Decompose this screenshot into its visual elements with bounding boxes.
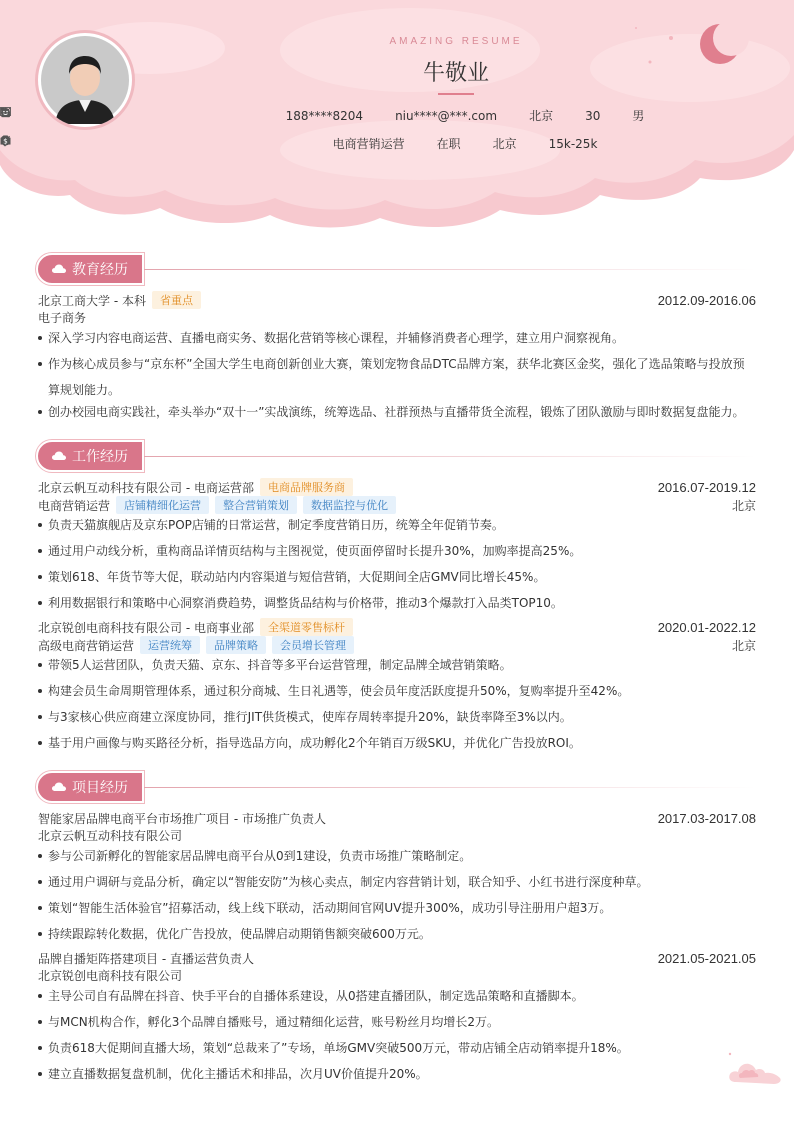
section-work (36, 440, 756, 472)
cloud-icon (52, 779, 66, 795)
job-header-row (38, 618, 756, 636)
company-name: 北京锐创电商科技有限公司 - 电商事业部 (38, 620, 254, 635)
cloud-decoration-icon (726, 1052, 784, 1086)
cloud-icon (52, 261, 66, 277)
resume-tagline: AMAZING RESUME (389, 36, 523, 47)
city-info (511, 107, 553, 124)
gender-info (614, 107, 644, 124)
company-tag: 全渠道零售标杆 (260, 618, 353, 636)
list-item: 负责618大促期间直播大场，策划“总裁来了”专场，单场GMV突破500万元，带动店铺全店动销率提升18%。 (38, 1035, 756, 1061)
job-role: 高级电商营销运营 (38, 638, 135, 653)
project-title: 品牌自播矩阵搭建项目 - 直播运营负责人 (38, 951, 254, 966)
section-title: 项目经历 (72, 780, 128, 796)
section-projects (36, 771, 756, 803)
skill-tag: 会员增长管理 (272, 636, 354, 654)
gender-icon (614, 110, 626, 122)
list-item: 策划“智能生活体验官”招募活动，线上线下联动，活动期间官网UV提升300%，成功引导注册用户超3万。 (38, 895, 756, 921)
job-header-row (38, 478, 756, 496)
skill-tag: 运营统筹 (140, 636, 200, 654)
age-text: 30 (585, 108, 601, 123)
list-item: 通过用户调研与竞品分析，确定以“智能安防”为核心卖点，制定内容营销计划，联合知乎、小红书进行深度种草。 (38, 869, 756, 895)
city-text: 北京 (529, 109, 554, 123)
contact-info-row (0, 107, 794, 124)
resume-header (0, 0, 794, 232)
job-target-info (315, 135, 405, 152)
project-header-row (38, 949, 756, 967)
list-item: 与3家核心供应商建立深度协同，推行JIT供货模式，使库存周转率提升20%，缺货率降至3%以内。 (38, 704, 756, 730)
list-item: 基于用户画像与购买路径分析，指导选品方向，成功孵化2个年销百万级SKU，并优化广告投放ROI。 (38, 730, 756, 756)
list-item: 作为核心成员参与“京东杯”全国大学生电商创新创业大赛，策划宠物食品DTC品牌方案，获华北赛区金奖，强化了选品策略与投放预算规划能力。 (38, 351, 756, 403)
major: 电子商务 (38, 311, 87, 325)
job-target-text: 电商营销运营 (332, 137, 405, 151)
project-header-row (38, 809, 756, 827)
project-date: 2021.05-2021.05 (657, 950, 756, 966)
project-date: 2017.03-2017.08 (657, 810, 756, 826)
school-tag: 省重点 (152, 291, 201, 309)
job-date: 2020.01-2022.12 (657, 619, 756, 635)
phone-info (268, 109, 363, 123)
skill-tag: 品牌策略 (206, 636, 266, 654)
education-header-row (38, 291, 756, 309)
list-item: 持续跟踪转化数据，优化广告投放，使品牌启动期销售额突破600万元。 (38, 921, 756, 947)
list-item: 主导公司自有品牌在抖音、快手平台的自播体系建设，从0搭建直播团队，制定选品策略和直播脚本。 (38, 983, 756, 1009)
list-item: 与MCN机构合作，孵化3个品牌自播账号，通过精细化运营，账号粉丝月均增长2万。 (38, 1009, 756, 1035)
target-city-info (475, 135, 517, 152)
candidate-name: 牛敬业 (422, 61, 489, 86)
phone-text: 188****8204 (285, 108, 364, 123)
phone-icon (268, 110, 280, 122)
skill-tag: 数据监控与优化 (303, 496, 396, 514)
salary-text: 15k-25k (548, 136, 598, 151)
skill-tag: 整合营销策划 (215, 496, 297, 514)
list-item: 创办校园电商实践社，牵头举办“双十一”实战演练，统筹选品、社群预热与直播带货全流程，锻炼了团队激励与即时数据复盘能力。 (38, 399, 756, 425)
mail-icon (377, 110, 389, 122)
list-item: 参与公司新孵化的智能家居品牌电商平台从0到1建设，负责市场推广策略制定。 (38, 843, 756, 869)
skill-tag: 店铺精细化运营 (116, 496, 209, 514)
list-item: 负责天猫旗舰店及京东POP店铺的日常运营，制定季度营销日历，统筹全年促销节奏。 (38, 512, 756, 538)
age-info (567, 109, 600, 123)
list-item: 带领5人运营团队，负责天猫、京东、抖音等多平台运营管理，制定品牌全域营销策略。 (38, 652, 756, 678)
status-info (419, 135, 461, 152)
school-name: 北京工商大学 - 本科 (38, 293, 146, 308)
list-item: 通过用户动线分析，重构商品详情页结构与主图视觉，使页面停留时长提升30%，加购率提高25%。 (38, 538, 756, 564)
company-name: 北京云帆互动科技有限公司 - 电商运营部 (38, 480, 254, 495)
home-icon (511, 110, 523, 122)
svg-text:$: $ (3, 136, 8, 146)
job-location: 北京 (731, 638, 756, 653)
cake-icon (567, 110, 579, 122)
section-education (36, 253, 756, 285)
list-item: 策划618、年货节等大促，联动站内内容渠道与短信营销，大促期间全店GMV同比增长45%。 (38, 564, 756, 590)
email-text: niu****@***.com (395, 108, 498, 123)
send-icon (315, 138, 327, 150)
location-icon (475, 138, 487, 150)
section-title-pill (36, 253, 144, 285)
list-item: 构建会员生命周期管理体系，通过积分商城、生日礼遇等，使会员年度活跃度提升50%，复购率提升至42%。 (38, 678, 756, 704)
section-title-pill (36, 771, 144, 803)
section-divider (144, 269, 756, 270)
education-date: 2012.09-2016.06 (657, 292, 756, 308)
list-item: 利用数据银行和策略中心洞察消费趋势，调整货品结构与价格带，推动3个爆款打入品类TOP10。 (38, 590, 756, 616)
list-item: 建立直播数据复盘机制，优化主播话术和排品，次月UV价值提升20%。 (38, 1061, 756, 1087)
project-title: 智能家居品牌电商平台市场推广项目 - 市场推广负责人 (38, 811, 326, 826)
gender-text: 男 (632, 109, 645, 123)
section-divider (144, 787, 756, 788)
job-date: 2016.07-2019.12 (657, 479, 756, 495)
section-title: 工作经历 (72, 449, 128, 465)
email-info (377, 109, 497, 123)
job-role: 电商营销运营 (38, 498, 111, 513)
job-intent-row (0, 135, 794, 152)
briefcase-icon (419, 138, 431, 150)
company-tag: 电商品牌服务商 (260, 478, 353, 496)
cloud-icon (52, 448, 66, 464)
project-company: 北京云帆互动科技有限公司 (38, 829, 183, 843)
target-city-text: 北京 (492, 137, 517, 151)
status-text: 在职 (436, 137, 461, 151)
job-location: 北京 (731, 498, 756, 513)
list-item: 深入学习内容电商运营、直播电商实务、数据化营销等核心课程，并辅修消费者心理学，建立用户洞察视角。 (38, 325, 756, 351)
project-company: 北京锐创电商科技有限公司 (38, 969, 183, 983)
name-underline (438, 93, 474, 95)
section-divider (144, 456, 756, 457)
section-title-pill (36, 440, 144, 472)
section-title: 教育经历 (72, 262, 128, 278)
